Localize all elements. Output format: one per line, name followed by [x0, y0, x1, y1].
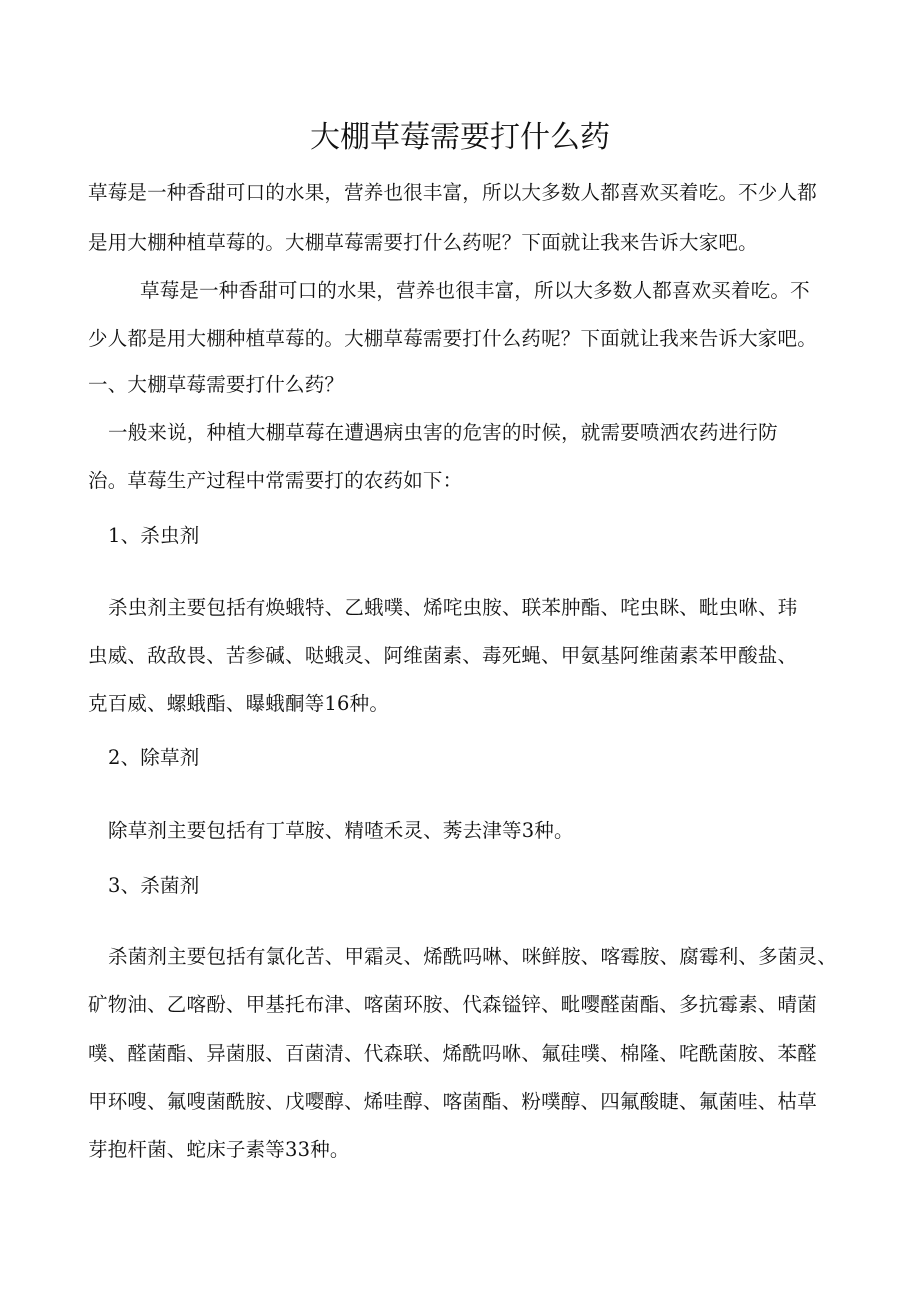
- subheading-herbicide: 2、除草剂: [108, 746, 200, 769]
- herbicide-line-1: 除草剂主要包括有丁草胺、精喳禾灵、莠去津等3种。: [108, 819, 574, 842]
- section-heading-1: 一、大棚草莓需要打什么药？: [88, 373, 345, 396]
- insecticide-line-2: 虫威、敌敌畏、苦参碱、哒蛾灵、阿维菌素、毒死蝇、甲氨基阿维菌素苯甲酸盐、: [88, 644, 798, 667]
- insecticide-line-3: 克百威、螺蛾酯、曝蛾酮等16种。: [88, 692, 390, 715]
- paragraph-line-1: 草莓是一种香甜可口的水果，营养也很丰富，所以大多数人都喜欢买着吃。不: [140, 279, 810, 302]
- intro-line-2: 是用大棚种植草莓的。大棚草莓需要打什么药呢？下面就让我来告诉大家吧。: [88, 231, 758, 254]
- paragraph-line-2: 少人都是用大棚种植草莓的。大棚草莓需要打什么药呢？下面就让我来告诉大家吧。: [88, 327, 817, 350]
- fungicide-line-3: 噗、醛菌酯、异菌服、百菌清、代森联、烯酰吗咻、氟硅噗、棉隆、咤酰菌胺、苯醛: [88, 1042, 817, 1065]
- fungicide-line-1: 杀菌剂主要包括有氯化苦、甲霜灵、烯酰吗啉、咪鲜胺、喀霉胺、腐霉利、多菌灵、: [108, 945, 837, 968]
- intro-line-1: 草莓是一种香甜可口的水果，营养也很丰富，所以大多数人都喜欢买着吃。不少人都: [88, 181, 817, 204]
- fungicide-line-2: 矿物油、乙喀酚、甲基托布津、喀菌环胺、代森镒锌、毗嘤醛菌酯、多抗霉素、晴菌: [88, 993, 817, 1016]
- section-text-line-2: 治。草莓生产过程中常需要打的农药如下：: [88, 469, 463, 492]
- insecticide-line-1: 杀虫剂主要包括有焕蛾特、乙蛾噗、烯咤虫胺、联苯肿酯、咤虫眯、毗虫咻、玮: [108, 596, 798, 619]
- fungicide-line-5: 芽抱杆菌、蛇床子素等33种。: [88, 1138, 350, 1161]
- subheading-fungicide: 3、杀菌剂: [108, 874, 200, 897]
- section-text-line-1: 一般来说，种植大棚草莓在遭遇病虫害的危害的时候，就需要喷洒农药进行防: [108, 421, 778, 444]
- fungicide-line-4: 甲环嗖、氟嗖菌酰胺、戊嘤醇、烯哇醇、喀菌酯、粉噗醇、四氟酸睫、氟菌哇、枯草: [88, 1090, 817, 1113]
- subheading-insecticide: 1、杀虫剂: [108, 524, 200, 547]
- document-title: 大棚草莓需要打什么药: [310, 120, 610, 155]
